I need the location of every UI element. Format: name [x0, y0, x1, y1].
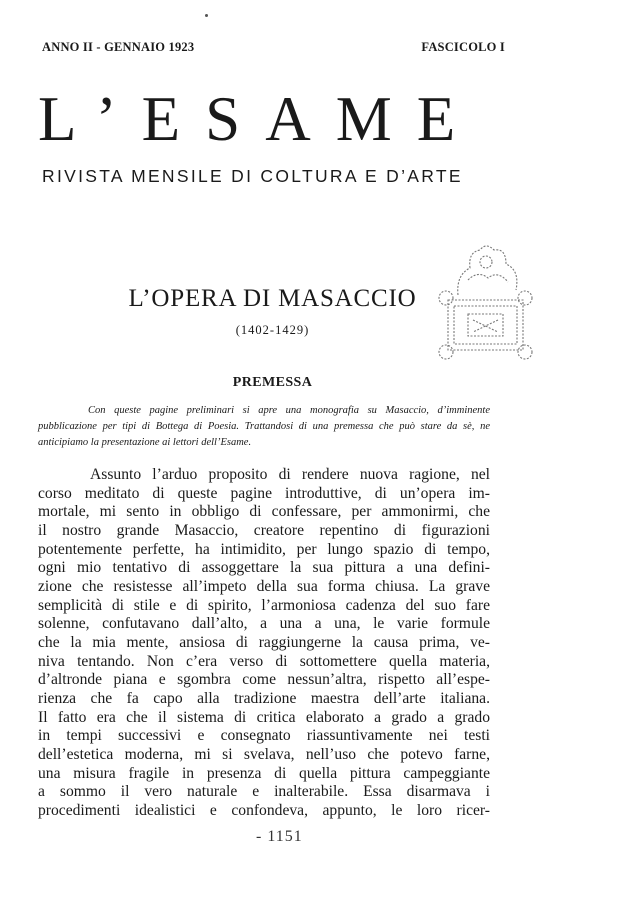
article-title: L’OPERA DI MASACCIO: [128, 285, 417, 312]
body-line: dell’estetica moderna, mi si svelava, nell’uso che potevo farne,: [38, 745, 490, 763]
body-line: Assunto l’arduo proposito di rendere nuova ragione, nel: [90, 466, 490, 483]
body-line: zione che resistesse all’impeto della sua forma chiusa. La grave: [38, 577, 490, 595]
body-line: a sommo il vero naturale e inalterabile. Essa disarmava i: [38, 783, 490, 801]
editorial-note-text: Con queste pagine preliminari si apre una monografia su Masaccio, d’imminente pubblicazione per tipi di Bottega di Poesia. Trattandosi di una premessa che può stare da sè, ne anticipiamo la presentazione ai lettori dell’Esame.: [38, 405, 490, 448]
body-line: semplicità di stile e di spirito, l’armoniosa cadenza del suo fare: [38, 596, 490, 614]
article-dates: (1402-1429): [235, 323, 310, 337]
masthead-subtitle: RIVISTA MENSILE DI COLTURA E D’ARTE: [42, 166, 463, 186]
archive-number: - 1151: [256, 828, 303, 845]
masthead-title: L’ESAME: [38, 84, 481, 154]
article-body: [38, 466, 490, 820]
body-line: in tempi successivi e consegnato riassuntivamente nei testi: [38, 727, 490, 745]
body-line: corso meditato di queste pagine introduttive, di un’opera im-: [38, 484, 490, 502]
fascicle-info: FASCICOLO I: [421, 40, 505, 54]
body-line: che la mia mente, ansiosa di raggiungerne la causa prima, ve-: [38, 633, 490, 651]
body-line: ogni mio tentativo di assoggettare la sua pittura a una defini-: [38, 559, 490, 577]
body-line: il nostro grande Masaccio, creatore repentino di figurazioni: [38, 521, 490, 539]
issue-info: ANNO II - GENNAIO 1923: [42, 40, 195, 54]
editorial-note: [38, 403, 490, 451]
body-line: Il fatto era che il sistema di critica elaborato a grado a grado: [38, 708, 490, 726]
body-line: mortale, mi sento in obbligo di confessare, per ammonirmi, che: [38, 503, 490, 521]
body-line: rienza che fa capo alla tradizione maestra dell’arte italiana.: [38, 689, 490, 707]
section-heading: PREMESSA: [232, 375, 313, 390]
body-line: potentemente perfette, ha intimidito, per lungo spazio di tempo,: [38, 540, 490, 558]
body-line: una misura fragile in presenza di quella pittura campeggiante: [38, 764, 490, 782]
body-line: niva tentando. Non c’era verso di sottomettere quella materia,: [38, 652, 490, 670]
body-line: d’altronde piana e sgombra come nessun’altra, rispetto all’espe-: [38, 671, 490, 689]
body-line: procedimenti idealistici e confondeva, appunto, le loro ricer-: [38, 801, 490, 819]
body-line: solenne, confutavano dall’alto, a una a una, le varie formule: [38, 615, 490, 633]
ink-dot: [205, 14, 208, 17]
